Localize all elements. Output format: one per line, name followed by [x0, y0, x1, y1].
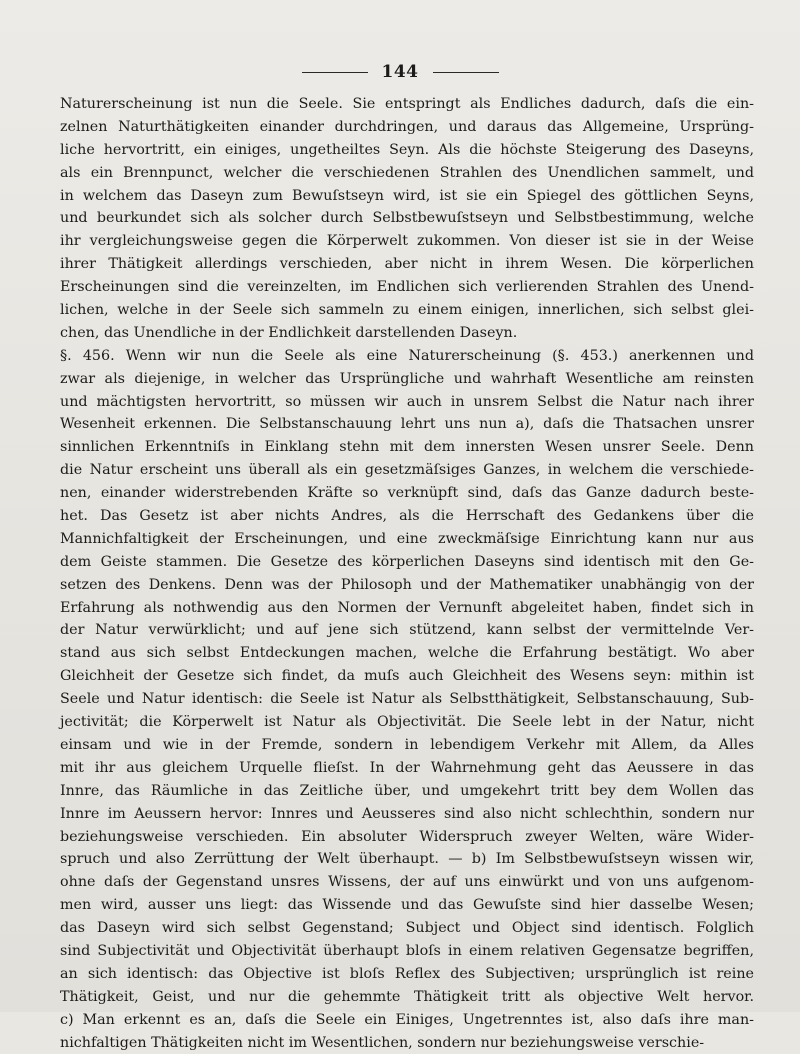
text-line: Innre, das Räumliche in das Zeitliche über, und umgekehrt tritt bey dem Wollen das — [60, 782, 754, 799]
text-line: jectivität; die Körperwelt ist Natur als Objectivität. Die Seele lebt in der Natur, nicht — [60, 714, 754, 731]
text-line: Gleichheit der Gesetze sich findet, da muſs auch Gleichheit des Wesens seyn: mithin ist — [60, 668, 754, 685]
text-line: als ein Brennpunct, welcher die verschiedenen Strahlen des Unendlichen sammelt, und — [60, 164, 754, 181]
text-line: und beurkundet sich als solcher durch Selbstbewuſstseyn und Selbstbestimmung, welche — [60, 210, 754, 227]
text-line: c) Man erkennt es an, daſs die Seele ein Einiges, Ungetrenntes ist, also daſs ihre man- — [60, 1011, 754, 1028]
text-line: ihrer Thätigkeit allerdings verschieden, aber nicht in ihrem Wesen. Die körperlichen — [60, 256, 754, 273]
text-line: Innre im Aeussern hervor: Innres und Aeusseres sind also nicht schlechthin, sondern nur — [60, 805, 754, 822]
text-line: het. Das Gesetz ist aber nichts Andres, als die Herrschaft des Gedankens über die — [60, 508, 754, 525]
text-line: Mannichfaltigkeit der Erscheinungen, und eine zweckmäſsige Einrichtung kann nur aus — [60, 530, 754, 547]
text-line: Seele und Natur identisch: die Seele ist Natur als Selbstthätigkeit, Selbstanschauung, Sub- — [60, 691, 754, 708]
text-line: in welchem das Daseyn zum Bewuſstseyn wird, ist sie ein Spiegel des göttlichen Seyns, — [60, 187, 754, 204]
text-line: §. 456. Wenn wir nun die Seele als eine Naturerscheinung (§. 453.) anerkennen und — [60, 347, 754, 364]
text-line: Wesenheit erkennen. Die Selbstanschauung lehrt uns nun a), daſs die Thatsachen unsrer — [60, 416, 754, 433]
text-line: liche hervortritt, ein einiges, ungetheiltes Seyn. Als die höchste Steigerung des Daseyns, — [60, 141, 754, 158]
text-line: das Daseyn wird sich selbst Gegenstand; Subject und Object sind identisch. Folglich — [60, 920, 754, 937]
text-line: stand aus sich selbst Entdeckungen machen, welche die Erfahrung bestätigt. Wo aber — [60, 645, 754, 662]
text-line: ohne daſs der Gegenstand unsres Wissens, der auf uns einwürkt und von uns aufgenom- — [60, 874, 754, 891]
text-line: sinnlichen Erkenntniſs in Einklang stehn mit dem innersten Wesen unsrer Seele. Denn — [60, 439, 754, 456]
text-line: der Natur verwürklicht; und auf jene sich stützend, kann selbst der vermittelnde Ver- — [60, 622, 754, 639]
text-line: Thätigkeit, Geist, und nur die gehemmte Thätigkeit tritt als objective Welt hervor. — [60, 988, 754, 1005]
text-line: men wird, ausser uns liegt: das Wissende und das Gewuſste sind hier dasselbe Wesen; — [60, 897, 754, 914]
text-line: nen, einander widerstrebenden Kräfte so verknüpft sind, daſs das Ganze dadurch beste- — [60, 485, 754, 502]
text-line: und mächtigsten hervortritt, so müssen wir auch in unsrem Selbst die Natur nach ihrer — [60, 393, 754, 410]
text-line: spruch und also Zerrüttung der Welt überhaupt. — b) Im Selbstbewuſstseyn wissen wir, — [60, 851, 754, 868]
text-line: mit ihr aus gleichem Urquelle flieſst. In der Wahrnehmung geht das Aeussere in das — [60, 759, 754, 776]
text-line: beziehungsweise verschieden. Ein absoluter Widerspruch zweyer Welten, wäre Wider- — [60, 828, 754, 845]
text-line: Erfahrung als nothwendig aus den Normen der Vernunft abgeleitet haben, findet sich in — [60, 599, 754, 616]
text-line: an sich identisch: das Objective ist bloſs Reflex des Subjectiven; ursprünglich ist reine — [60, 965, 754, 982]
text-line: nichfaltigen Thätigkeiten nicht im Wesentlichen, sondern nur beziehungsweise verschie- — [60, 1034, 705, 1051]
text-line: Erscheinungen sind die vereinzelten, im Endlichen sich verlierenden Strahlen des Unend- — [60, 279, 754, 296]
page-number: 144 — [381, 62, 419, 82]
text-line: sind Subjectivität und Objectivität überhaupt bloſs in einem relativen Gegensatze begriffen, — [60, 942, 754, 959]
text-line: dem Geiste stammen. Die Gesetze des körperlichen Daseyns sind identisch mit den Ge- — [60, 553, 754, 570]
text-line: chen, das Unendliche in der Endlichkeit darstellenden Daseyn. — [60, 324, 518, 341]
body-text — [60, 93, 754, 1054]
page-header — [0, 62, 800, 82]
text-line: ihr vergleichungsweise gegen die Körperwelt zukommen. Von dieser ist sie in der Weise — [60, 233, 754, 250]
text-line: einsam und wie in der Fremde, sondern in lebendigem Verkehr mit Allem, da Alles — [60, 736, 754, 753]
text-line: Naturerscheinung ist nun die Seele. Sie entspringt als Endliches dadurch, daſs die ein- — [60, 96, 754, 112]
text-line: zelnen Naturthätigkeiten einander durchdringen, und daraus das Allgemeine, Ursprüng- — [60, 118, 754, 135]
text-line: die Natur erscheint uns überall als ein gesetzmäſsiges Ganzes, in welchem die verschiede- — [60, 462, 754, 479]
text-line: setzen des Denkens. Denn was der Philosoph und der Mathematiker unabhängig von der — [60, 576, 754, 593]
text-line: zwar als diejenige, in welcher das Ursprüngliche und wahrhaft Wesentliche am reinsten — [60, 370, 754, 387]
header-rule-left — [302, 72, 368, 73]
header-rule-right — [433, 72, 499, 73]
text-line: lichen, welche in der Seele sich sammeln zu einem einigen, innerlichen, sich selbst glei- — [60, 302, 754, 319]
